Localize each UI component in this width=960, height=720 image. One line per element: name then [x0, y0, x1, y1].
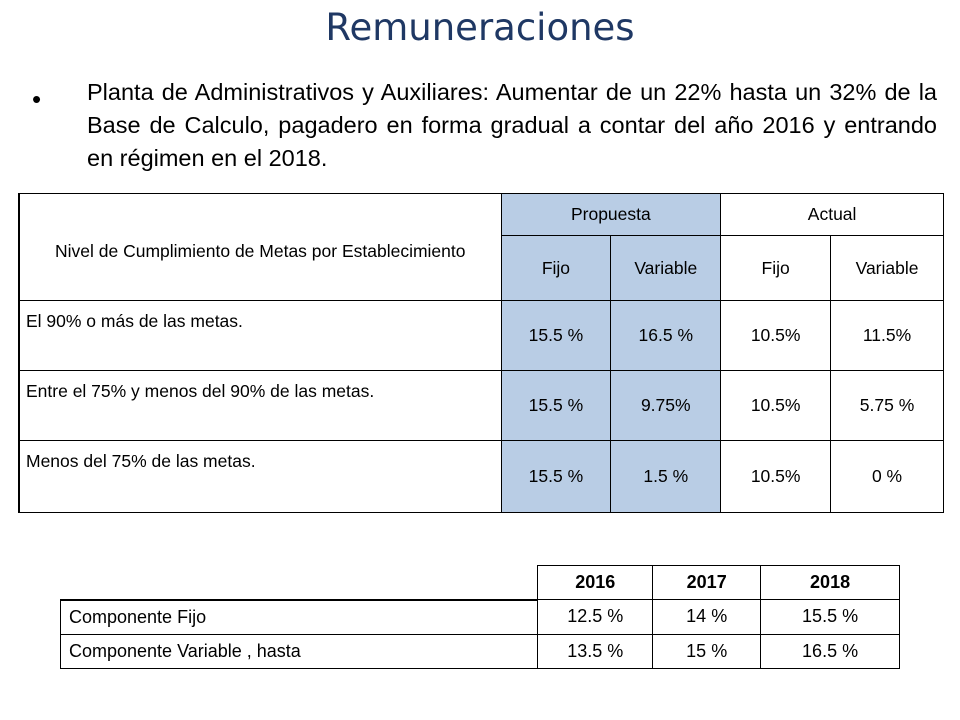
- cell-prop-variable: 16.5 %: [611, 301, 721, 371]
- sub-actual-variable: Variable: [831, 236, 944, 301]
- bullet-text: Planta de Administrativos y Auxiliares: Aumentar de un 22% hasta un 32% de la Base de Calculo, pagadero en forma gradual a contar del año 2016 y entrando en régimen en el 2018.: [87, 79, 937, 171]
- slide-title: Remuneraciones: [325, 6, 635, 49]
- table-row: [19, 371, 944, 441]
- cell-prop-fijo: 15.5 %: [501, 371, 611, 441]
- bullet-icon: •: [32, 84, 42, 114]
- cell-act-variable: 5.75 %: [831, 371, 944, 441]
- table-row: [19, 441, 944, 513]
- sub-actual-fijo: Fijo: [721, 236, 831, 301]
- year-value: 12.5 %: [538, 600, 653, 635]
- table-row: [61, 600, 900, 635]
- sub-propuesta-fijo: Fijo: [501, 236, 611, 301]
- row-label: Componente Variable , hasta: [61, 634, 538, 668]
- years-table-corner: [61, 566, 538, 600]
- year-value: 13.5 %: [538, 634, 653, 668]
- sub-propuesta-variable: Variable: [611, 236, 721, 301]
- row-label: Menos del 75% de las metas.: [19, 441, 501, 513]
- group-propuesta: Propuesta: [501, 194, 721, 236]
- year-value: 14 %: [653, 600, 761, 635]
- metas-table: [18, 193, 944, 513]
- row-label: El 90% o más de las metas.: [19, 301, 501, 371]
- year-header: 2016: [538, 566, 653, 600]
- year-value: 15 %: [653, 634, 761, 668]
- row-label: Entre el 75% y menos del 90% de las metas.: [19, 371, 501, 441]
- year-header: 2018: [761, 566, 900, 600]
- cell-act-variable: 11.5%: [831, 301, 944, 371]
- years-header-row: [61, 566, 900, 600]
- cell-prop-fijo: 15.5 %: [501, 441, 611, 513]
- cell-prop-variable: 1.5 %: [611, 441, 721, 513]
- row-label: Componente Fijo: [61, 600, 538, 635]
- table-row: [61, 634, 900, 668]
- cell-act-fijo: 10.5%: [721, 441, 831, 513]
- cell-prop-fijo: 15.5 %: [501, 301, 611, 371]
- metas-header-label: Nivel de Cumplimiento de Metas por Establecimiento: [19, 194, 501, 301]
- cell-prop-variable: 9.75%: [611, 371, 721, 441]
- group-actual: Actual: [721, 194, 944, 236]
- cell-act-fijo: 10.5%: [721, 301, 831, 371]
- year-header: 2017: [653, 566, 761, 600]
- year-value: 16.5 %: [761, 634, 900, 668]
- table-row: [19, 301, 944, 371]
- cell-act-variable: 0 %: [831, 441, 944, 513]
- cell-act-fijo: 10.5%: [721, 371, 831, 441]
- years-table: [60, 565, 900, 669]
- year-value: 15.5 %: [761, 600, 900, 635]
